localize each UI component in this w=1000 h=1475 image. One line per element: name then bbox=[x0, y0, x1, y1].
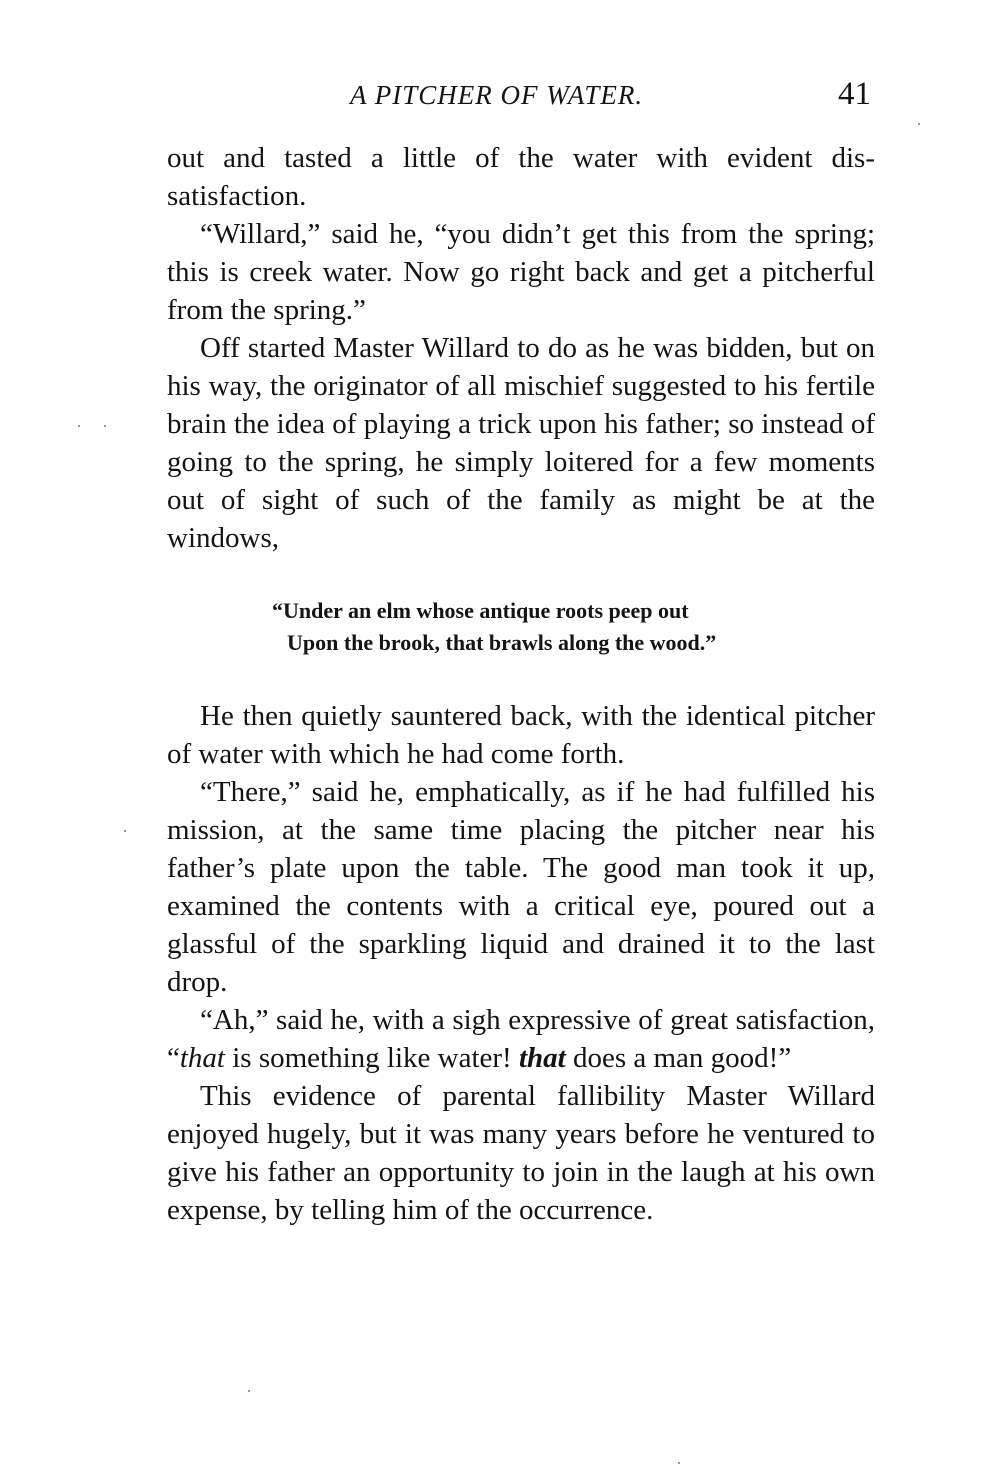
paragraph-2: “Willard,” said he, “you didn’t get this from the spring; this is creek water. Now go right back and get a pitcherful from the spring.” bbox=[167, 218, 875, 326]
paragraph-5: “There,” said he, emphatically, as if he had fulfilled his mission, at the same time placing the pitcher near his father’s plate upon the table. The good man took it up, examined the contents with a critical eye, poured out a glassful of the sparkling liquid and drained it to the last drop. bbox=[167, 776, 875, 998]
paragraph-6-text-c: does a man good!” bbox=[565, 1042, 792, 1074]
verse-quotation bbox=[272, 595, 875, 659]
paragraph-6-emphasis-1: that bbox=[179, 1042, 225, 1074]
verse-line-1: “Under an elm whose antique roots peep out bbox=[272, 598, 689, 623]
paragraph-6-text-a: “Ah,” said he, with a sigh expressive of great satisfaction, “ bbox=[167, 1004, 875, 1074]
paragraph-6 bbox=[167, 1001, 875, 1077]
running-title: A PITCHER OF WATER. bbox=[350, 80, 644, 110]
paper-speck bbox=[124, 830, 126, 832]
paragraph-6-text-b: is something like water! bbox=[225, 1042, 519, 1074]
paragraph-1: out and tasted a little of the water with evident dis-satisfaction. bbox=[167, 142, 875, 212]
paper-speck bbox=[248, 1390, 250, 1392]
paper-speck bbox=[78, 425, 80, 427]
paragraph-6-emphasis-2: that bbox=[518, 1042, 566, 1074]
paper-speck bbox=[918, 123, 920, 125]
paragraph-4: He then quietly sauntered back, with the identical pitcher of water with which he had come forth. bbox=[167, 700, 875, 770]
page-number: 41 bbox=[838, 76, 871, 112]
paragraph-7: This evidence of parental fallibility Master Willard enjoyed hugely, but it was many years before he ventured to give his father an opportunity to join in the laugh at his own expense, by telling him of the occurrence. bbox=[167, 1080, 875, 1226]
paper-speck bbox=[104, 425, 106, 427]
paragraph-3: Off started Master Willard to do as he was bidden, but on his way, the originator of all mischief suggested to his fertile brain the idea of playing a trick upon his father; so instead of going to the spring, he simply loitered for a few moments out of sight of such of the family as might be at the windows, bbox=[167, 332, 875, 554]
verse-line-2: Upon the brook, that brawls along the wood.” bbox=[287, 630, 717, 655]
page-body bbox=[167, 139, 875, 1229]
paper-speck bbox=[678, 1462, 680, 1464]
